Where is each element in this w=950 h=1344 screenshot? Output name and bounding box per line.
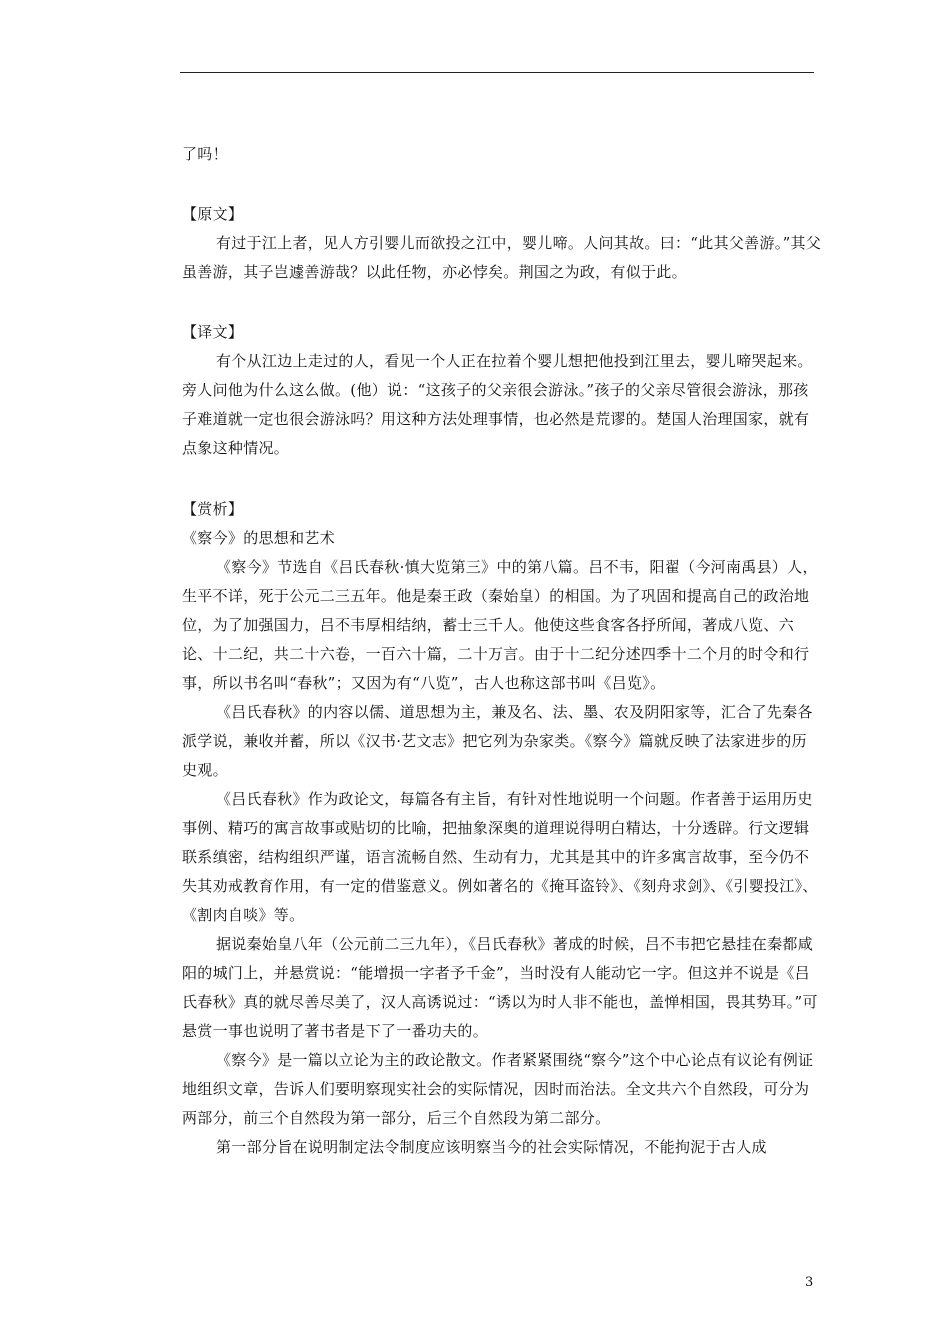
translation-paragraph: 有个从江边上走过的人，看见一个人正在拉着个婴儿想把他投到江里去，婴儿啼哭起来。旁人问他为什么这么做。(他）说：“这孩子的父亲很会游泳。”孩子的父亲尽管很会游泳，那孩子难道就一定也很会游泳吗？用这种方法处理事情，也必然是荒谬的。楚国人治理国家，就有点象这种情况。 <box>182 352 813 457</box>
original-paragraph: 有过于江上者，见人方引婴儿而欲投之江中，婴儿啼。人问其故。曰：“此其父善游。”其父虽善游，其子岂遽善游哉？以此任物，亦必悖矣。荆国之为政，有似于此。 <box>182 234 822 281</box>
section-heading-original: 【原文】 <box>182 205 244 223</box>
appreciation-subtitle: 《察今》的思想和艺术 <box>182 529 336 547</box>
appreciation-paragraph: 《察今》是一篇以立论为主的政论散文。作者紧紧围绕“察今”这个中心论点有议论有例证地组织文章，告诉人们要明察现实社会的实际情况，因时而治法。全文共六个自然段，可分为两部分，前三个自然段为第一部分，后三个自然段为第二部分。 <box>182 1051 814 1127</box>
section-heading-appreciation: 【赏析】 <box>182 500 244 518</box>
appreciation-section <box>182 495 822 1162</box>
translation-section <box>182 318 822 463</box>
appreciation-paragraph: 《吕氏春秋》的内容以儒、道思想为主，兼及名、法、墨、农及阴阳家等，汇合了先秦各派学说，兼收并蓄，所以《汉书·艺文志》把它列为杂家类。《察今》篇就反映了法家进步的历史观。 <box>182 703 813 779</box>
appreciation-paragraph: 《察今》节选自《吕氏春秋·慎大览第三》中的第八篇。吕不韦，阳翟（今河南禹县）人，生平不详，死于公元二三五年。他是秦王政（秦始皇）的相国。为了巩固和提高自己的政治地位，为了加强国力，吕不韦厚相结纳，蓄士三千人。他使这些食客各抒所闻，著成八览、六论、十二纪，共二十六卷，一百六十篇，二十万言。由于十二纪分述四季十二个月的时令和行事，所以书名叫“春秋”；又因为有“八览”，古人也称这部书叫《吕览》。 <box>182 558 818 692</box>
appreciation-paragraph: 据说秦始皇八年（公元前二三九年），《吕氏春秋》著成的时候，吕不韦把它悬挂在秦都咸阳的城门上，并悬赏说：“能增损一字者予千金”，当时没有人能动它一字。但这并不说是《吕氏春秋》真的就尽善尽美了，汉人高诱说过：“诱以为时人非不能也，盖惮相国，畏其势耳。”可悬赏一事也说明了著书者是下了一番功夫的。 <box>182 935 818 1040</box>
page-text <box>182 140 822 169</box>
section-heading-translation: 【译文】 <box>182 323 244 341</box>
continuation-line: 了吗！ <box>182 145 228 163</box>
header-rule <box>180 72 814 73</box>
appreciation-paragraph: 《吕氏春秋》作为政论文，每篇各有主旨，有针对性地说明一个问题。作者善于运用历史事例、精巧的寓言故事或贴切的比喻，把抽象深奥的道理说得明白精达，十分透辟。行文逻辑联系缜密，结构组织严谨，语言流畅自然、生动有力，尤其是其中的许多寓言故事，至今仍不失其劝戒教育作用，有一定的借鉴意义。例如著名的《掩耳盗铃》、《刻舟求剑》、《引婴投江》、《割肉自啖》等。 <box>182 790 818 924</box>
appreciation-paragraph: 第一部分旨在说明制定法令制度应该明察当今的社会实际情况，不能拘泥于古人成 <box>216 1138 767 1156</box>
page-number: 3 <box>805 1275 814 1290</box>
original-section <box>182 200 822 287</box>
